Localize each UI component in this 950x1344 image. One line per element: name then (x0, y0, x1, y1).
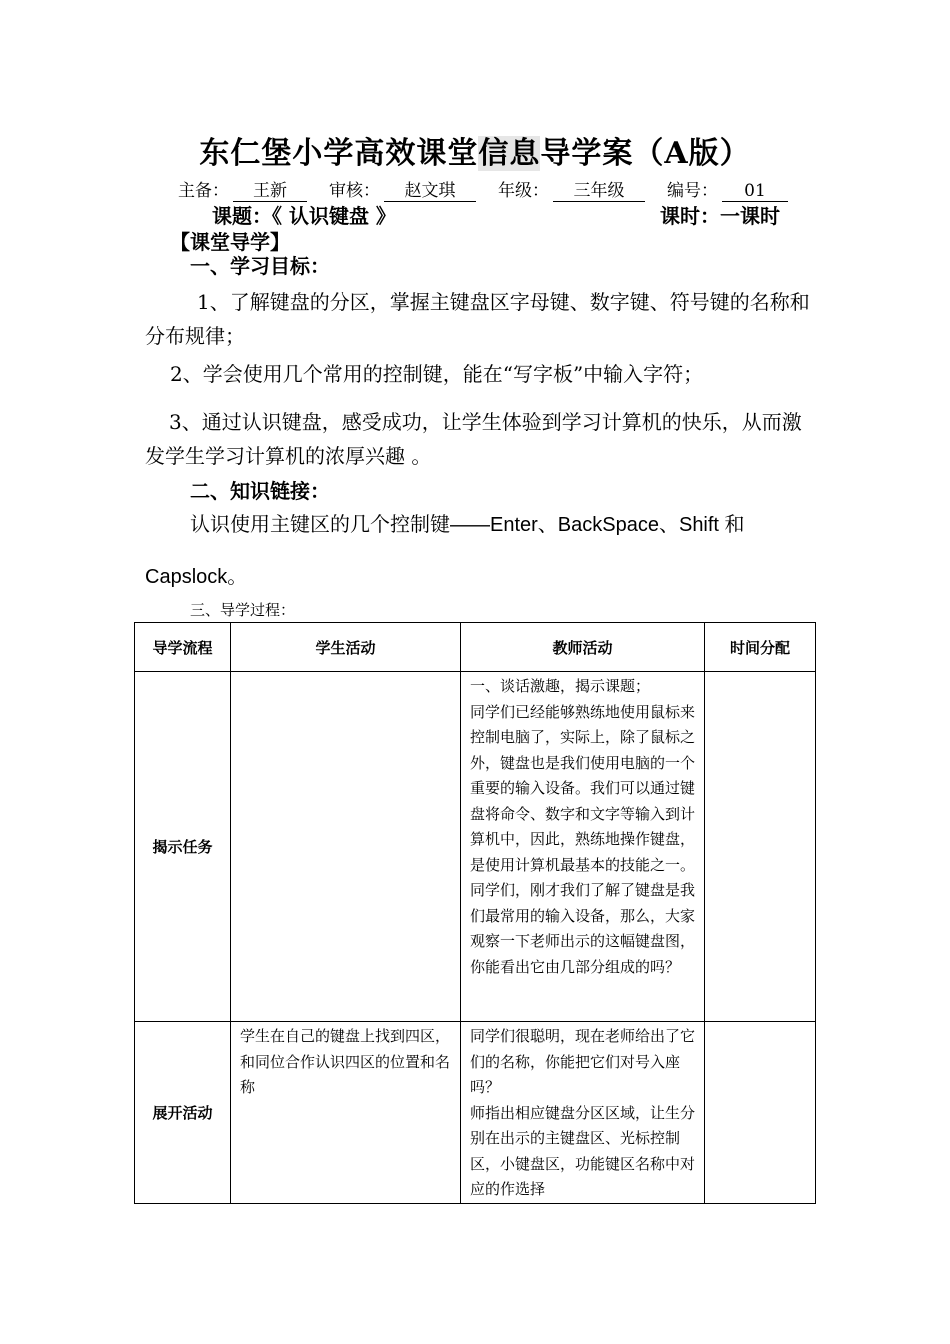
document-title: 东仁堡小学高效课堂信息导学案（A版） (199, 136, 751, 171)
lesson-period: 课时：一课时 (660, 204, 780, 228)
preparer-value: 王新 (233, 181, 307, 202)
section3-heading: 三、导学过程： (190, 601, 296, 619)
header-student-activity: 学生活动 (231, 623, 461, 672)
section1-heading: 一、学习目标： (190, 254, 330, 278)
time-cell (705, 672, 816, 1022)
student-activity-cell (231, 672, 461, 1022)
stage-cell: 展开活动 (135, 1022, 231, 1204)
section-guide-heading: 【课堂导学】 (170, 230, 290, 254)
table-header-row (135, 623, 816, 672)
objective-2: 2、学会使用几个常用的控制键，能在“写字板”中输入字符； (170, 362, 704, 386)
objective-1: 1、了解键盘的分区，掌握主键盘区字母键、数字键、符号键的名称和分布规律； (145, 290, 810, 348)
header-stage: 导学流程 (135, 623, 231, 672)
knowledge-link-line-2: Capslock。 (145, 566, 248, 588)
stage-cell: 揭示任务 (135, 672, 231, 1022)
objective-3: 3、通过认识键盘，感受成功，让学生体验到学习计算机的快乐，从而激发学生学习计算机的浓厚兴趣 。 (145, 410, 802, 468)
teacher-activity-cell: 一、谈话激趣，揭示课题； 同学们已经能够熟练地使用鼠标来控制电脑了，实际上，除了鼠标之外，键盘也是我们使用电脑的一个重要的输入设备。我们可以通过键盘将命令、数字和文字等输入到计算机中，因此，熟练地操作键盘，是使用计算机最基本的技能之一。同学们，刚才我们了解了键盘是我们最常用的输入设备，那么，大家观察一下老师出示的这幅键盘图，你能看出它由几部分组成的吗？ (461, 672, 705, 1022)
lesson-topic: 课题：《 认识键盘 》 (212, 204, 396, 228)
meta-line (178, 176, 788, 202)
guide-process-table (134, 622, 816, 1204)
number-value: 01 (722, 181, 788, 202)
table-row (135, 672, 816, 1022)
table-row (135, 1022, 816, 1204)
grade-label: 年级： (498, 181, 549, 201)
grade-value: 三年级 (553, 181, 645, 202)
preparer-label: 主备： (178, 181, 229, 201)
header-time: 时间分配 (705, 623, 816, 672)
student-activity-cell: 学生在自己的键盘上找到四区，和同位合作认识四区的位置和名称 (231, 1022, 461, 1204)
header-teacher-activity: 教师活动 (461, 623, 705, 672)
reviewer-value: 赵文琪 (384, 181, 476, 202)
time-cell (705, 1022, 816, 1204)
section2-heading: 二、知识链接： (190, 479, 330, 503)
knowledge-link-line-1: 认识使用主键区的几个控制键——Enter、BackSpace、Shift 和 (190, 514, 745, 536)
number-label: 编号： (667, 181, 718, 201)
title-highlight: 信息 (478, 136, 541, 171)
teacher-activity-cell: 同学们很聪明，现在老师给出了它们的名称，你能把它们对号入座吗？ 师指出相应键盘分区区域，让生分别在出示的主键盘区、光标控制区，小键盘区，功能键区名称中对应的作选择 (461, 1022, 705, 1204)
reviewer-label: 审核： (329, 181, 380, 201)
